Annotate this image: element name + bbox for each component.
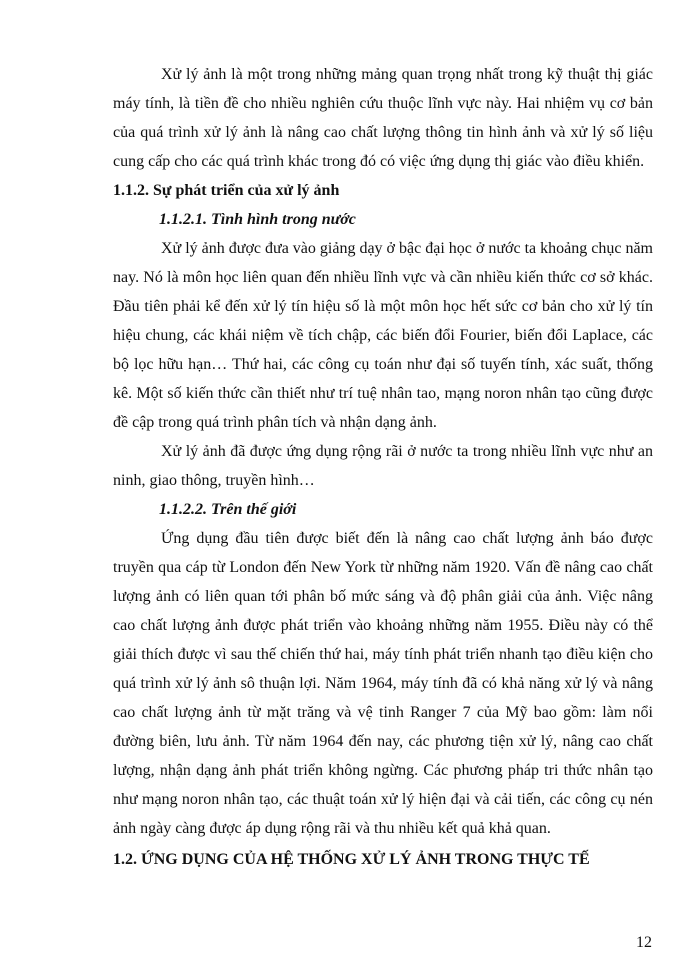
heading-section-1-1-2-2: 1.1.2.2. Trên thế giới — [159, 501, 297, 518]
heading-section-1-1-2-1: 1.1.2.1. Tình hình trong nước — [159, 211, 356, 228]
heading-section-1-2: 1.2. ỨNG DỤNG CỦA HỆ THỐNG XỬ LÝ ẢNH TRONG THỰC TẾ — [113, 851, 590, 868]
paragraph-world-1: Ứng dụng đầu tiên được biết đến là nâng cao chất lượng ảnh báo được truyền qua cáp từ London đến New York từ những năm 1920. Vấn đề nâng cao chất lượng ảnh có liên quan tới phân bố mức sáng và độ phân giải của ảnh. Việc nâng cao chất lượng ảnh được phát triển vào khoảng những năm 1955. Điều này có thể giải thích được vì sau thế chiến thứ hai, máy tính phát triển nhanh tạo điều kiện cho quá trình xử lý ảnh sô thuận lợi. Năm 1964, máy tính đã có khả năng xử lý và nâng cao chất lượng ảnh từ mặt trăng và vệ tinh Ranger 7 của Mỹ bao gồm: làm nổi đường biên, lưu ảnh. Từ năm 1964 đến nay, các phương tiện xử lý, nâng cao chất lượng, nhận dạng ảnh phát triển không ngừng. Các phương pháp tri thức nhân tạo như mạng noron nhân tạo, các thuật toán xử lý hiện đại và cải tiến, các công cụ nén ảnh ngày càng được áp dụng rộng rãi và thu nhiều kết quả khả quan. — [113, 530, 653, 837]
page-number: 12 — [636, 934, 652, 951]
paragraph-domestic-1: Xử lý ảnh được đưa vào giảng dạy ở bậc đại học ở nước ta khoảng chục năm nay. Nó là môn học liên quan đến nhiều lĩnh vực và cần nhiều kiến thức cơ sở khác. Đầu tiên phải kể đến xử lý tín hiệu số là một môn học hết sức cơ bản cho xử lý tín hiệu chung, các khái niệm về tích chập, các biến đổi Fourier, biến đổi Laplace, các bộ lọc hữu hạn… Thứ hai, các công cụ toán như đại số tuyến tính, xác suất, thống kê. Một số kiến thức cần thiết như trí tuệ nhân tao, mạng noron nhân tạo cũng được đề cập trong quá trình phân tích và nhận dạng ảnh. — [113, 240, 653, 431]
paragraph-intro: Xử lý ảnh là một trong những mảng quan trọng nhất trong kỹ thuật thị giác máy tính, là tiền đề cho nhiều nghiên cứu thuộc lĩnh vực này. Hai nhiệm vụ cơ bản của quá trình xử lý ảnh là nâng cao chất lượng thông tin hình ảnh và xử lý số liệu cung cấp cho các quá trình khác trong đó có việc ứng dụng thị giác vào điều khiển. — [113, 66, 653, 170]
document-body — [113, 60, 653, 874]
paragraph-domestic-2: Xử lý ảnh đã được ứng dụng rộng rãi ở nước ta trong nhiều lĩnh vực như an ninh, giao thông, truyền hình… — [113, 443, 653, 489]
heading-section-1-1-2: 1.1.2. Sự phát triển của xử lý ảnh — [113, 182, 340, 199]
